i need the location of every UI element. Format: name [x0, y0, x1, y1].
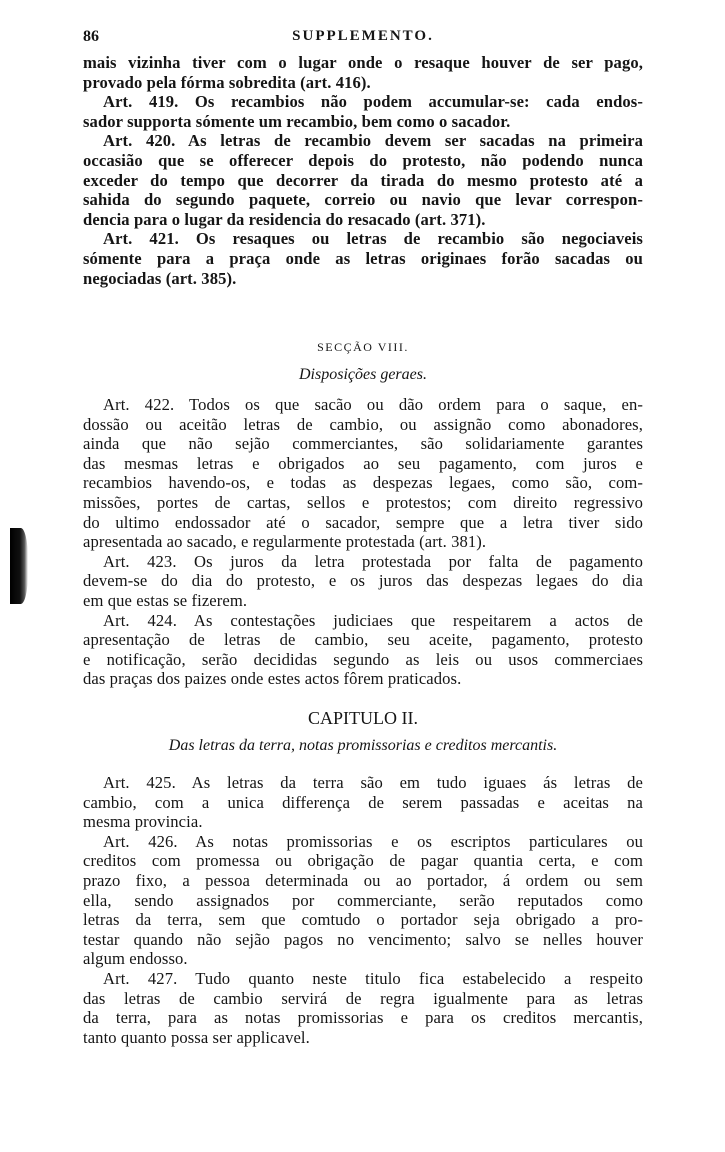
text-line: Art. 424. As contestações judiciaes que respeitarem a actos de [103, 610, 643, 630]
text-line: em que estas se fizerem. [83, 590, 248, 610]
text-line: da terra, para as notas promissorias e para os creditos mercantis, [83, 1008, 643, 1028]
text-line: Art. 426. As notas promissorias e os escriptos particulares ou [103, 831, 643, 851]
text-block-arts-425-427 [83, 773, 643, 1047]
text-line: apresentada ao sacado, e regularmente protestada (art. 381). [83, 532, 487, 552]
text-line: das mesmas letras e obrigados ao seu pagamento, com juros e [83, 453, 643, 473]
text-line: prazo fixo, a pessoa determinada ou ao portador, á ordem ou sem [83, 870, 643, 890]
running-title: SUPPLEMENTO. [292, 28, 434, 44]
chapter-title: Das letras da terra, notas promissorias e creditos mercantis. [168, 737, 558, 754]
text-line: sahida do segundo paquete, correio ou navio que levar correspon- [83, 190, 643, 210]
text-line: exceder do tempo que decorrer da tirada do mesmo protesto até a [83, 170, 643, 190]
page-header [83, 28, 643, 50]
text-line: mais vizinha tiver com o lugar onde o resaque houver de ser pago, [83, 53, 643, 72]
section-title: Disposições geraes. [299, 366, 427, 383]
text-line: testar quando não sejão pagos no vencimento; salvo se nelles houver [83, 929, 643, 949]
text-line: apresentação de letras de cambio, seu aceite, pagamento, protesto [83, 630, 643, 650]
text-line: Art. 419. Os recambios não podem accumular-se: cada endos- [103, 92, 643, 112]
text-line: ainda que não sejão commerciantes, são solidariamente garantes [83, 434, 643, 454]
text-line: sómente para a praça onde as letras originaes forão sacadas ou [83, 248, 643, 268]
text-line: missões, portes de cartas, sellos e protestos; com direito regressivo [83, 492, 643, 512]
text-line: occasião que se offerecer depois do protesto, não podendo nunca [83, 150, 643, 170]
text-line: dossão ou aceitão letras de cambio, ou assignão como abonadores, [83, 414, 643, 434]
chapter-label: CAPITULO II. [308, 708, 418, 728]
text-line: provado pela fórma sobredita (art. 416). [83, 72, 371, 92]
text-line: Art. 423. Os juros da letra protestada por falta de pagamento [103, 551, 643, 571]
binding-shadow [10, 528, 28, 604]
text-line: devem-se do dia do protesto, e os juros das despezas legaes do dia [83, 571, 643, 591]
text-line: Art. 420. As letras de recambio devem ser sacadas na primeira [103, 131, 643, 151]
text-line: das letras de cambio servirá de regra igualmente para as letras [83, 988, 643, 1008]
text-line: letras da terra, sem que comtudo o portador seja obrigado a pro- [83, 910, 643, 930]
text-line: negociadas (art. 385). [83, 268, 237, 288]
text-line: tanto quanto possa ser applicavel. [83, 1027, 310, 1047]
text-block-arts-422-424 [83, 395, 643, 689]
text-line: creditos com promessa ou obrigação de pagar quantia certa, e com [83, 851, 643, 871]
text-line: das praças dos paizes onde estes actos fôrem praticados. [83, 669, 462, 689]
text-line: do ultimo endossador até o sacador, sempre que a letra tiver sido [83, 512, 643, 532]
text-line: algum endosso. [83, 949, 188, 969]
text-line: Art. 422. Todos os que sacão ou dão ordem para o saque, en- [103, 395, 643, 414]
text-line: Art. 427. Tudo quanto neste titulo fica estabelecido a respeito [103, 968, 643, 988]
text-line: sador supporta sómente um recambio, bem como o sacador. [83, 111, 511, 131]
text-line: dencia para o lugar da residencia do resacado (art. 371). [83, 209, 486, 229]
section-label: SECÇÃO VIII. [317, 340, 409, 354]
text-line: Art. 421. Os resaques ou letras de recambio são negociaveis [103, 229, 643, 249]
text-line: e notificação, serão decididas segundo as leis ou usos commerciaes [83, 649, 643, 669]
text-block-arts-419-421 [83, 53, 643, 288]
text-line: recambios havendo-os, e todas as despezas legaes, como são, com- [83, 473, 643, 493]
text-line: mesma provincia. [83, 812, 203, 832]
text-line: ella, sendo assignados por commerciante, serão reputados como [83, 890, 643, 910]
text-line: cambio, com a unica differença de serem passadas e aceitas na [83, 792, 643, 812]
text-line: Art. 425. As letras da terra são em tudo iguaes ás letras de [103, 773, 643, 792]
page-number: 86 [83, 28, 99, 45]
